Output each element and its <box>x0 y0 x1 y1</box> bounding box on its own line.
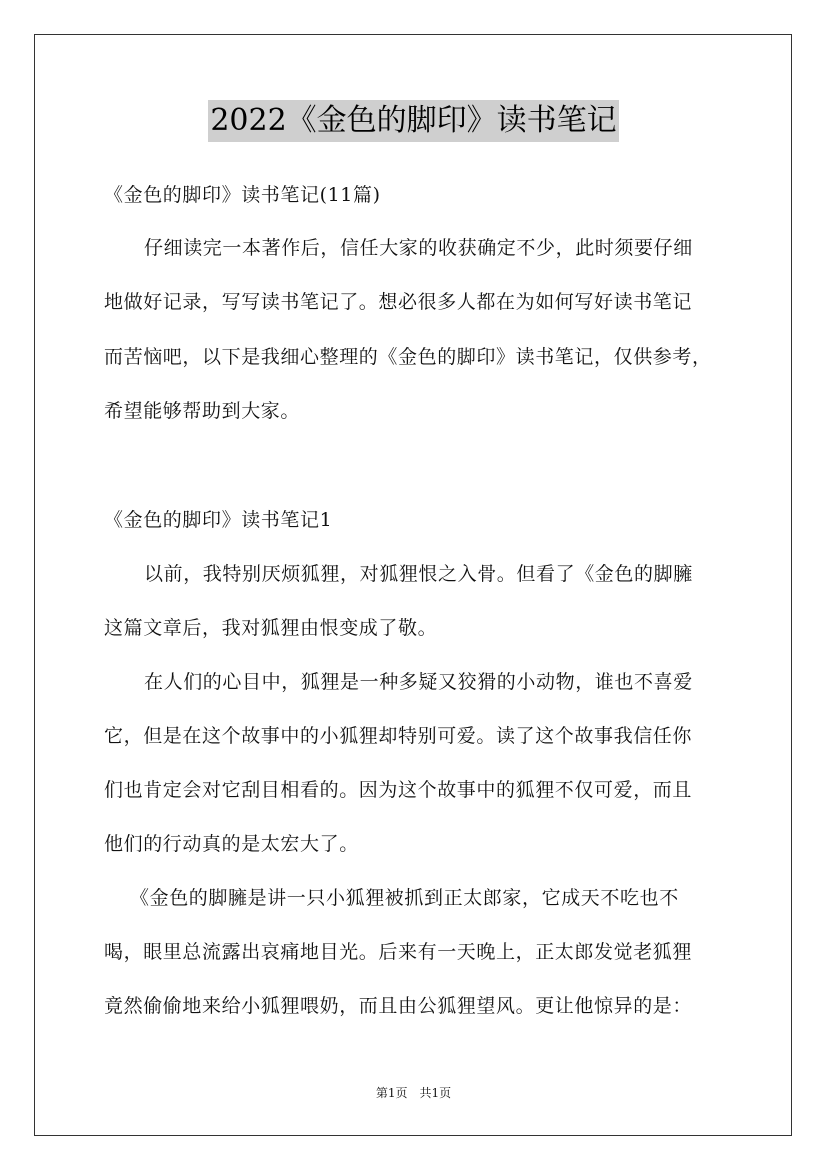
title-container <box>0 100 827 142</box>
intro-line-3: 而苦恼吧，以下是我细心整理的《金色的脚印》读书笔记，仅供参考， <box>104 346 712 368</box>
para1-line-1: 以前，我特别厌烦狐狸，对狐狸恨之入骨。但看了《金色的脚臃 <box>144 563 693 585</box>
para2-line-2: 它，但是在这个故事中的小狐狸却特别可爱。读了这个故事我信任你 <box>104 725 693 747</box>
para3-line-1: 《金色的脚臃是讲一只小狐狸被抓到正太郎家，它成天不吃也不 <box>130 887 679 909</box>
intro-line-4: 希望能够帮助到大家。 <box>104 400 301 422</box>
document-subtitle: 《金色的脚印》读书笔记(11篇) <box>104 184 381 206</box>
para3-line-2: 喝，眼里总流露出哀痛地目光。后来有一天晚上，正太郎发觉老狐狸 <box>104 941 693 963</box>
para3-line-3: 竟然偷偷地来给小狐狸喂奶，而且由公狐狸望风。更让他惊异的是： <box>104 995 693 1017</box>
document-title: 2022《金色的脚印》读书笔记 <box>208 100 618 142</box>
intro-line-2: 地做好记录，写写读书笔记了。想必很多人都在为如何写好读书笔记 <box>104 291 693 313</box>
para1-line-2: 这篇文章后，我对狐狸由恨变成了敬。 <box>104 617 438 639</box>
section-heading: 《金色的脚印》读书笔记1 <box>104 509 333 531</box>
intro-line-1: 仔细读完一本著作后，信任大家的收获确定不少，此时须要仔细 <box>144 237 693 259</box>
para2-line-3: 们也肯定会对它刮目相看的。因为这个故事中的狐狸不仅可爱，而且 <box>104 779 693 801</box>
para2-line-4: 他们的行动真的是太宏大了。 <box>104 833 359 855</box>
page-footer: 第1页 共1页 <box>375 1086 452 1100</box>
para2-line-1: 在人们的心目中，狐狸是一种多疑又狡猾的小动物，谁也不喜爱 <box>144 671 693 693</box>
